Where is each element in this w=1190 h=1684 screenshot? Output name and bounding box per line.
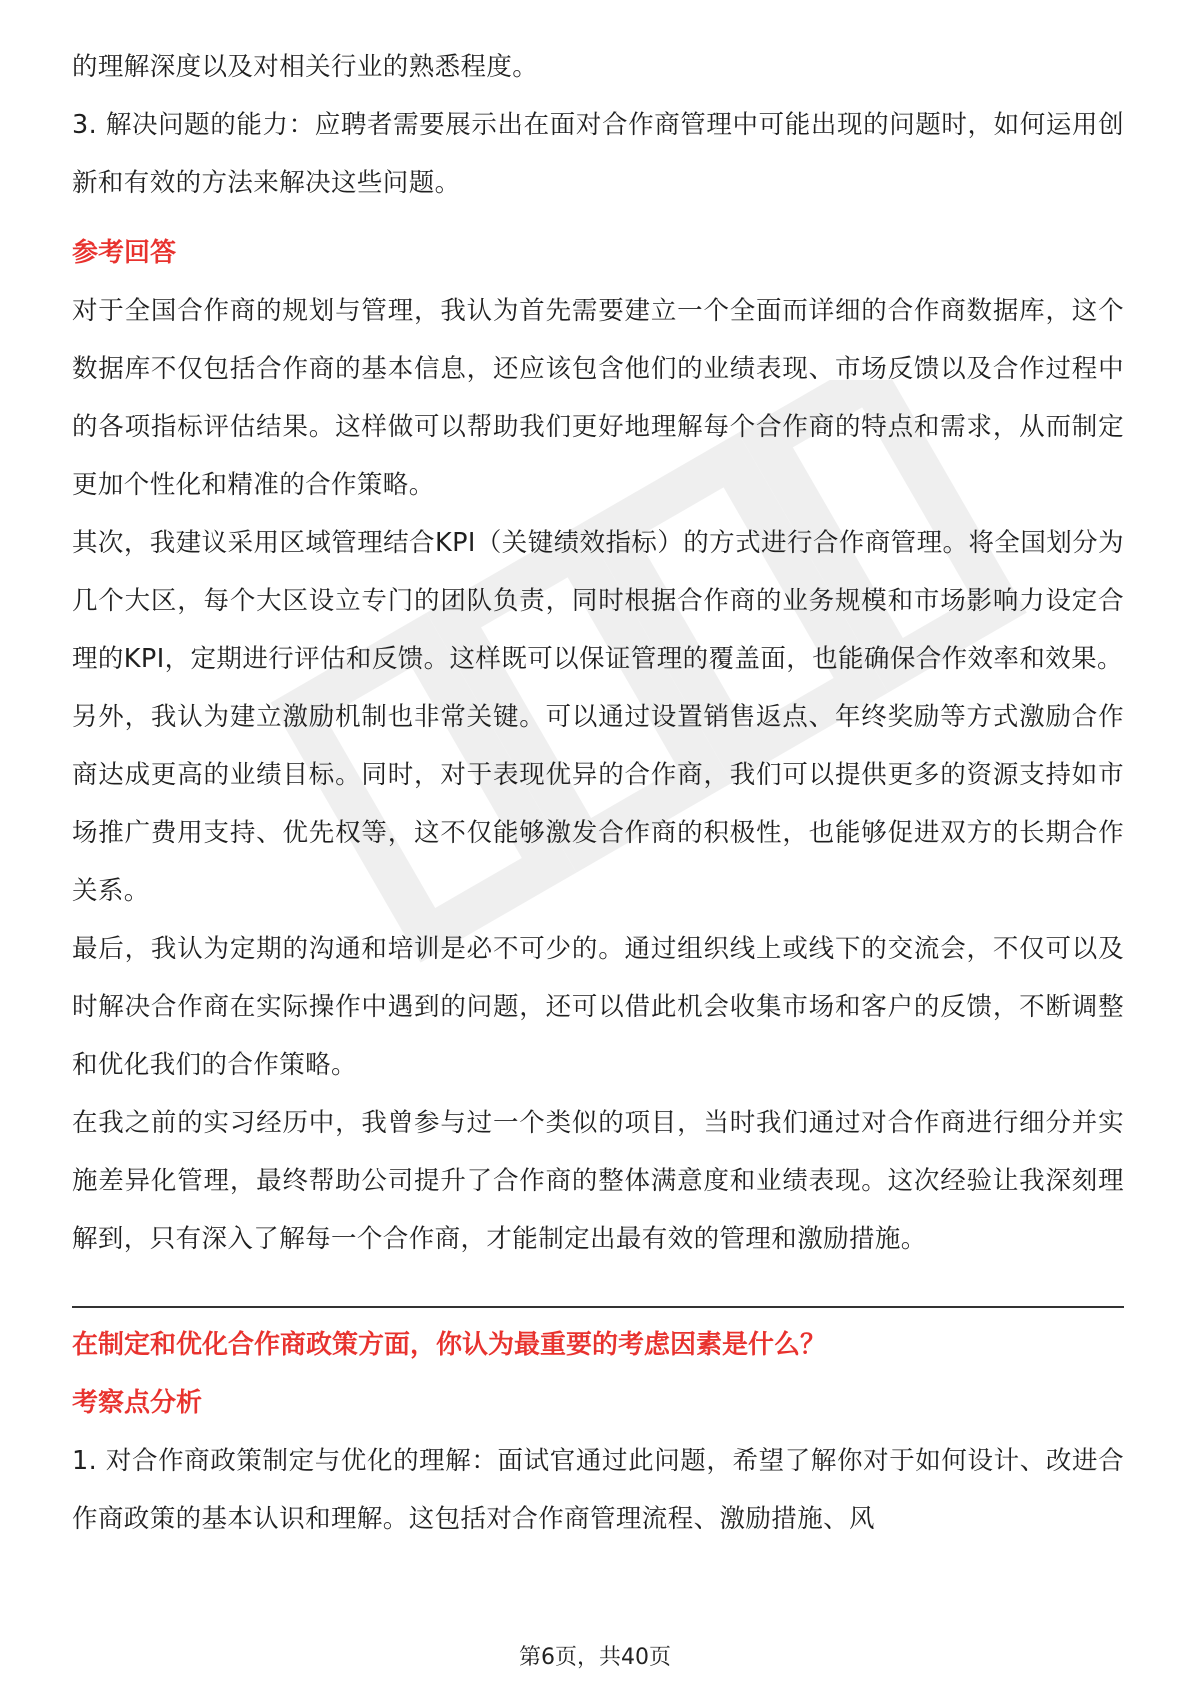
answer-paragraph: 最后，我认为定期的沟通和培训是必不可少的。通过组织线上或线下的交流会，不仅可以及时解决合作商在实际操作中遇到的问题，还可以借此机会收集市场和客户的反馈，不断调整和优化我们的合作策略。	[72, 934, 1124, 1080]
answer-paragraph: 另外，我认为建立激励机制也非常关键。可以通过设置销售返点、年终奖励等方式激励合作商达成更高的业绩目标。同时，对于表现优异的合作商，我们可以提供更多的资源支持如市场推广费用支持、优先权等，这不仅能够激发合作商的积极性，也能够促进双方的长期合作关系。	[72, 702, 1124, 906]
section-divider	[72, 1306, 1124, 1308]
answer-paragraph: 其次，我建议采用区域管理结合KPI（关键绩效指标）的方式进行合作商管理。将全国划分为几个大区，每个大区设立专门的团队负责，同时根据合作商的业务规模和市场影响力设定合理的KPI，定期进行评估和反馈。这样既可以保证管理的覆盖面，也能确保合作效率和效果。	[72, 528, 1124, 674]
answer-heading: 参考回答	[72, 238, 177, 268]
paragraph: 3. 解决问题的能力：应聘者需要展示出在面对合作商管理中可能出现的问题时，如何运用创新和有效的方法来解决这些问题。	[72, 110, 1124, 198]
analysis-heading: 考察点分析	[72, 1388, 203, 1418]
document-page	[72, 38, 1124, 1548]
page-footer: 第6页，共40页	[519, 1645, 671, 1670]
answer-paragraph: 在我之前的实习经历中，我曾参与过一个类似的项目，当时我们通过对合作商进行细分并实施差异化管理，最终帮助公司提升了合作商的整体满意度和业绩表现。这次经验让我深刻理解到，只有深入了解每一个合作商，才能制定出最有效的管理和激励措施。	[72, 1108, 1124, 1254]
analysis-paragraph: 1. 对合作商政策制定与优化的理解：面试官通过此问题，希望了解你对于如何设计、改进合作商政策的基本认识和理解。这包括对合作商管理流程、激励措施、风	[72, 1446, 1124, 1534]
question-title: 在制定和优化合作商政策方面，你认为最重要的考虑因素是什么？	[72, 1330, 827, 1360]
paragraph: 的理解深度以及对相关行业的熟悉程度。	[72, 52, 539, 82]
answer-paragraph: 对于全国合作商的规划与管理，我认为首先需要建立一个全面而详细的合作商数据库，这个数据库不仅包括合作商的基本信息，还应该包含他们的业绩表现、市场反馈以及合作过程中的各项指标评估结果。这样做可以帮助我们更好地理解每个合作商的特点和需求，从而制定更加个性化和精准的合作策略。	[72, 296, 1124, 500]
